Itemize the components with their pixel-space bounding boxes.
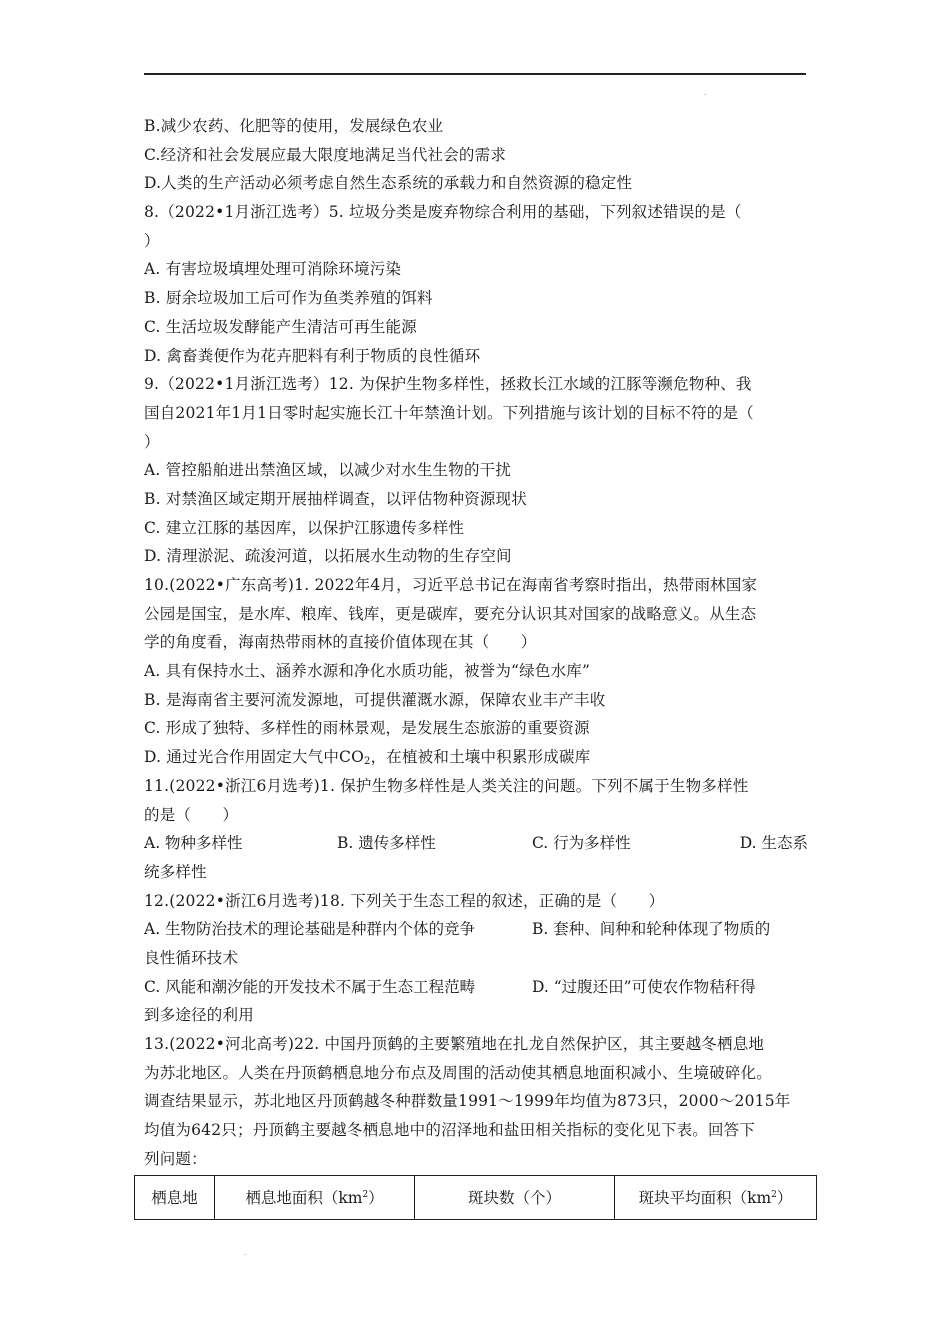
header-rule <box>144 73 806 75</box>
q8-option-b: B. 厨余垃圾加工后可作为鱼类养殖的饵料 <box>144 289 433 308</box>
q12-options-cd <box>144 973 808 1002</box>
q9-stem-end: ） <box>144 432 160 451</box>
header-patch-count: 斑块数（个） <box>415 1176 615 1220</box>
header-habitat: 栖息地 <box>135 1176 215 1220</box>
header-habitat-area-end: ） <box>368 1189 384 1207</box>
q12-option-d-cont: 到多途径的利用 <box>144 1006 254 1025</box>
q11-option-d-cont: 统多样性 <box>144 862 207 881</box>
q9-option-d: D. 清理淤泥、疏浚河道，以拓展水生动物的生存空间 <box>144 547 512 566</box>
table-header-row <box>135 1176 817 1220</box>
q7-option-b: B.减少农药、化肥等的使用，发展绿色农业 <box>144 117 444 135</box>
q13-stem: 13.(2022•河北高考)22. 中国丹顶鹤的主要繁殖地在扎龙自然保护区，其主要越冬栖息地 <box>144 1035 765 1053</box>
q12-option-b: B. 套种、间种和轮种体现了物质的 <box>532 920 771 939</box>
q8-option-d: D. 禽畜粪便作为花卉肥料有利于物质的良性循环 <box>144 346 481 365</box>
q9-stem: 9.（2022•1月浙江选考）12. 为保护生物多样性，拯救长江水域的江豚等濒危物种、我 <box>144 375 752 394</box>
q7-option-c: C.经济和社会发展应最大限度地满足当代社会的需求 <box>144 145 507 164</box>
q13-stem-3: 调查结果显示，苏北地区丹顶鹤越冬种群数量1991～1999年均值为873只，2000～2015年 <box>144 1092 791 1111</box>
q7-option-d: D.人类的生产活动必须考虑自然生态系统的承载力和自然资源的稳定性 <box>144 174 633 193</box>
question-content <box>144 112 808 1173</box>
q12-option-a: A. 生物防治技术的理论基础是种群内个体的竞争 <box>144 920 476 939</box>
q8-option-c: C. 生活垃圾发酵能产生清洁可再生能源 <box>144 317 417 336</box>
q12-options-ab <box>144 915 808 944</box>
q8-option-a: A. 有害垃圾填埋处理可消除环境污染 <box>144 260 402 279</box>
header-habitat-area <box>215 1176 415 1220</box>
header-habitat-area-sup: 2 <box>362 1190 369 1200</box>
q11-stem-cont: 的是（ ） <box>144 805 239 824</box>
q11-option-a: A. 物种多样性 <box>144 834 243 853</box>
habitat-table <box>134 1175 817 1220</box>
header-patch-avg-area-text: 斑块平均面积（km <box>638 1189 772 1207</box>
q8-stem-cont: ） <box>144 231 160 250</box>
q9-option-a: A. 管控船舶进出禁渔区域，以减少对水生生物的干扰 <box>144 461 512 480</box>
q11-option-b: B. 遗传多样性 <box>337 834 436 853</box>
q11-option-d: D. 生态系 <box>739 834 808 853</box>
q12-option-c: C. 风能和潮汐能的开发技术不属于生态工程范畴 <box>144 977 476 996</box>
q10-option-b: B. 是海南省主要河流发源地，可提供灌溉水源，保障农业丰产丰收 <box>144 690 606 709</box>
q12-option-b-cont: 良性循环技术 <box>144 948 239 967</box>
q8-stem: 8.（2022•1月浙江选考）5. 垃圾分类是废弃物综合利用的基础，下列叙述错误的是（ <box>144 203 742 222</box>
q9-option-c: C. 建立江豚的基因库，以保护江豚遗传多样性 <box>144 518 465 537</box>
co2-subscript: 2 <box>364 756 371 768</box>
q12-stem: 12.(2022•浙江6月选考)18. 下列关于生态工程的叙述，正确的是（ ） <box>144 891 665 910</box>
footer-mark: . <box>244 1248 247 1257</box>
q13-stem-5: 列问题： <box>144 1149 207 1168</box>
q10-stem-cont: 公园是国宝，是水库、粮库、钱库，更是碳库，要充分认识其对国家的战略意义。从生态 <box>144 604 757 623</box>
q10-option-c: C. 形成了独特、多样性的雨林景观，是发展生态旅游的重要资源 <box>144 719 590 738</box>
q9-option-b: B. 对禁渔区域定期开展抽样调查，以评估物种资源现状 <box>144 489 527 508</box>
header-mark: . <box>704 88 707 97</box>
header-habitat-area-text: 栖息地面积（km <box>245 1189 363 1207</box>
q11-option-c: C. 行为多样性 <box>532 834 631 853</box>
q10-stem-end: 学的角度看，海南热带雨林的直接价值体现在其（ ） <box>144 633 537 652</box>
q13-stem-4: 均值为642只；丹顶鹤主要越冬栖息地中的沼泽地和盐田相关指标的变化见下表。回答下 <box>144 1121 756 1140</box>
q9-stem-cont: 国自2021年1月1日零时起实施长江十年禁渔计划。下列措施与该计划的目标不符的是（ <box>144 403 754 422</box>
q10-option-a: A. 具有保持水土、涵养水源和净化水质功能，被誉为“绿色水库” <box>144 662 591 681</box>
q11-stem: 11.(2022•浙江6月选考)1. 保护生物多样性是人类关注的问题。下列不属于生物多样性 <box>144 776 749 795</box>
q11-options <box>144 829 808 858</box>
q12-option-d: D. “过腹还田”可使农作物秸秆得 <box>532 977 756 996</box>
header-patch-avg-area-sup: 2 <box>771 1190 777 1200</box>
header-patch-avg-area <box>615 1176 817 1220</box>
q10-option-d-text-end: ，在植被和土壤中积累形成碳库 <box>370 748 591 767</box>
q10-option-d <box>144 743 808 772</box>
q10-option-d-text: D. 通过光合作用固定大气中CO <box>144 748 364 767</box>
q10-stem: 10.(2022•广东高考)1. 2022年4月，习近平总书记在海南省考察时指出，热带雨林国家 <box>144 576 758 594</box>
header-patch-avg-area-end: ） <box>776 1189 793 1207</box>
q13-stem-2: 为苏北地区。人类在丹顶鹤栖息地分布点及周围的活动使其栖息地面积减小、生境破碎化。 <box>144 1063 773 1082</box>
